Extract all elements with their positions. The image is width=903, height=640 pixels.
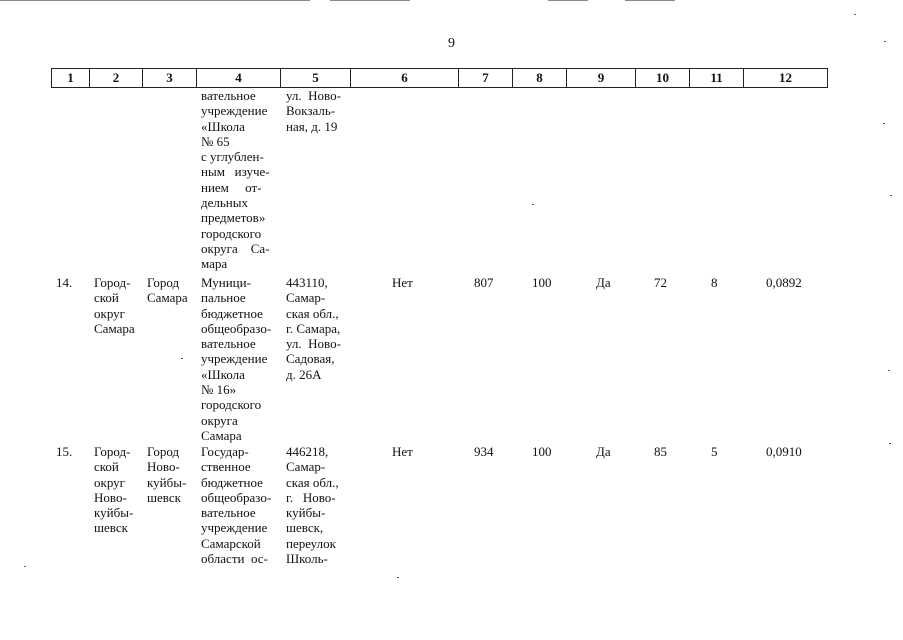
row-col8: 100 bbox=[532, 275, 552, 290]
header-col-8: 8 bbox=[513, 69, 567, 87]
row-col8: 100 bbox=[532, 444, 552, 459]
row-col11: 5 bbox=[711, 444, 718, 459]
scan-speck bbox=[884, 41, 886, 42]
header-col-7: 7 bbox=[459, 69, 513, 87]
row-district: Город- ской округ Ново- куйбы- шевск bbox=[94, 444, 134, 536]
row-col12: 0,0910 bbox=[766, 444, 802, 459]
page-number: 9 bbox=[448, 36, 455, 51]
header-col-9: 9 bbox=[567, 69, 636, 87]
row-col7: 934 bbox=[474, 444, 494, 459]
header-col-1: 1 bbox=[52, 69, 90, 87]
row-col6: Нет bbox=[392, 275, 413, 290]
scan-speck bbox=[888, 370, 890, 371]
scan-speck bbox=[883, 123, 885, 124]
row-institution: Муници- пальное бюджетное общеобразо- вательное учреждение «Школа № 16» городского округа Самара bbox=[201, 275, 272, 443]
scan-speck bbox=[532, 204, 534, 205]
header-col-3: 3 bbox=[143, 69, 197, 87]
header-col-5: 5 bbox=[281, 69, 351, 87]
table-header-row bbox=[51, 68, 828, 88]
row-number: 15. bbox=[56, 444, 73, 459]
header-col-6: 6 bbox=[351, 69, 459, 87]
scan-speck bbox=[890, 195, 892, 196]
scan-speck bbox=[181, 358, 183, 359]
row-col9: Да bbox=[596, 444, 611, 459]
row-institution: Государ- ственное бюджетное общеобразо- вательное учреждение Самарской области ос- bbox=[201, 444, 272, 567]
header-col-2: 2 bbox=[90, 69, 143, 87]
row-address: 443110, Самар- ская обл., г. Самара, ул. Ново- Садовая, д. 26А bbox=[286, 275, 341, 382]
scan-speck bbox=[397, 577, 399, 578]
row-col7: 807 bbox=[474, 275, 494, 290]
row-col6: Нет bbox=[392, 444, 413, 459]
scan-speck bbox=[889, 443, 891, 444]
scan-speck bbox=[24, 566, 26, 567]
header-col-10: 10 bbox=[636, 69, 690, 87]
row-col11: 8 bbox=[711, 275, 718, 290]
row-city: Город Ново- куйбы- шевск bbox=[147, 444, 187, 505]
row-number: 14. bbox=[56, 275, 73, 290]
continuation-col5: ул. Ново- Вокзаль- ная, д. 19 bbox=[286, 88, 341, 134]
row-address: 446218, Самар- ская обл., г. Ново- куйбы- шевск, переулок Школь- bbox=[286, 444, 339, 567]
row-city: Город Самара bbox=[147, 275, 188, 306]
row-col10: 72 bbox=[654, 275, 667, 290]
header-col-11: 11 bbox=[690, 69, 744, 87]
row-col10: 85 bbox=[654, 444, 667, 459]
row-col9: Да bbox=[596, 275, 611, 290]
header-col-4: 4 bbox=[197, 69, 281, 87]
row-col12: 0,0892 bbox=[766, 275, 802, 290]
row-district: Город- ской округ Самара bbox=[94, 275, 135, 336]
header-col-12: 12 bbox=[779, 70, 792, 85]
scan-speck bbox=[854, 14, 856, 15]
continuation-col4: вательное учреждение «Школа № 65 с углублен- ным изуче- нием от- дельных предметов» городского округа Са- мара bbox=[201, 88, 270, 272]
